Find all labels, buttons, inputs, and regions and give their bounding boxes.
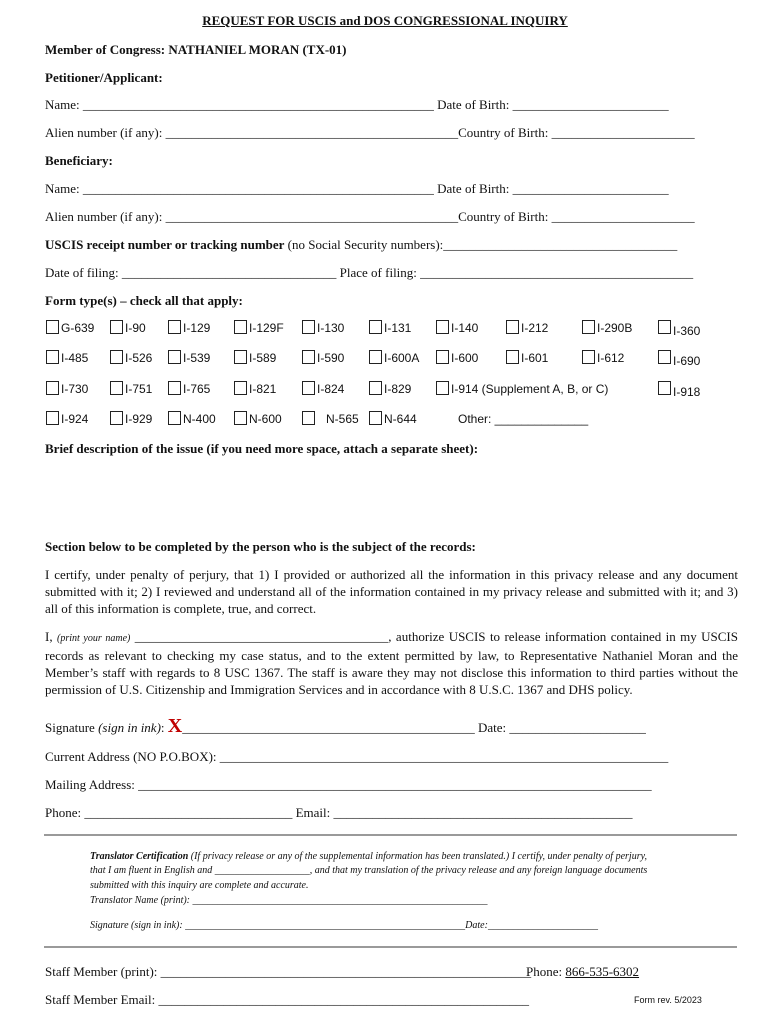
form-type-checkbox[interactable] <box>168 381 181 395</box>
form-type-checkbox[interactable] <box>110 381 123 395</box>
form-type-label: I-129 <box>183 321 211 335</box>
translator-cert-text: (If privacy release or any of the supplemental information has been translated.) I certify, under penalty of perjury, <box>188 851 647 862</box>
form-type-checkbox[interactable] <box>168 411 181 425</box>
form-type-label: I-730 <box>61 382 89 396</box>
form-type-label: I-590 <box>317 351 345 365</box>
phone-email-field[interactable]: Phone: ________________________________ Email: ______________________________________________ <box>45 805 633 820</box>
form-type-label: I-751 <box>125 382 153 396</box>
form-type-label: I-485 <box>61 351 89 365</box>
form-type-label: I-130 <box>317 321 345 335</box>
form-type-checkbox[interactable] <box>658 350 671 364</box>
form-type-label: I-212 <box>521 321 549 335</box>
form-types-heading: Form type(s) – check all that apply: <box>45 293 243 308</box>
beneficiary-heading: Beneficiary: <box>45 153 113 168</box>
form-type-label: I-821 <box>249 382 277 396</box>
sign-here-x-icon: X <box>167 715 183 737</box>
form-type-label: I-601 <box>521 351 549 365</box>
signature-colon: : <box>160 720 168 735</box>
form-type-checkbox[interactable] <box>110 320 123 334</box>
sign-in-ink-hint: (sign in ink) <box>98 720 161 735</box>
form-type-label: I-290B <box>597 321 633 335</box>
form-type-label: I-526 <box>125 351 153 365</box>
divider-top <box>44 834 737 836</box>
form-type-label: I-914 (Supplement A, B, or C) <box>451 382 609 396</box>
form-type-label: G-639 <box>61 321 95 335</box>
beneficiary-name-field[interactable]: Name: ______________________________________________________ Date of Birth: ________________________ <box>45 181 669 196</box>
form-type-checkbox[interactable] <box>582 350 595 364</box>
form-type-checkbox[interactable] <box>302 350 315 364</box>
form-type-label: I-924 <box>61 412 89 426</box>
staff-phone <box>526 965 639 978</box>
form-type-checkbox[interactable] <box>234 411 247 425</box>
form-type-checkbox[interactable] <box>436 320 449 334</box>
brief-description-area[interactable] <box>45 460 738 530</box>
translator-signature-field[interactable]: Signature (sign in ink): ________________________________________________________Date:______________________ <box>90 920 598 931</box>
receipt-number-field[interactable] <box>45 238 677 251</box>
petitioner-alien-field[interactable]: Alien number (if any): _____________________________________________Country of Birth: ______________________ <box>45 125 695 140</box>
form-type-label: N-644 <box>384 412 417 426</box>
page-title: REQUEST FOR USCIS and DOS CONGRESSIONAL INQUIRY <box>202 13 568 28</box>
form-type-label: I-690 <box>673 354 701 368</box>
petitioner-name-field[interactable]: Name: ______________________________________________________ Date of Birth: ________________________ <box>45 97 669 112</box>
form-type-label: N-600 <box>249 412 282 426</box>
form-type-label: I-600A <box>384 351 420 365</box>
form-type-checkbox[interactable] <box>369 350 382 364</box>
current-address-field[interactable]: Current Address (NO P.O.BOX): _____________________________________________________________________ <box>45 749 669 764</box>
form-type-label: I-140 <box>451 321 479 335</box>
form-type-checkbox[interactable] <box>302 381 315 395</box>
form-type-label: I-600 <box>451 351 479 365</box>
form-type-checkbox[interactable] <box>234 320 247 334</box>
translator-cert-line2: that I am fluent in English and ___________________, and that my translation of the privacy release and any foreign language documents <box>90 865 648 876</box>
staff-email-field[interactable]: Staff Member Email: _________________________________________________________ <box>45 992 529 1007</box>
form-type-checkbox[interactable] <box>234 381 247 395</box>
form-type-label: N-400 <box>183 412 216 426</box>
form-type-checkbox[interactable] <box>234 350 247 364</box>
petitioner-heading: Petitioner/Applicant: <box>45 70 163 85</box>
subject-section-heading: Section below to be completed by the person who is the subject of the records: <box>45 539 476 554</box>
form-type-checkbox[interactable] <box>168 350 181 364</box>
other-form-field[interactable]: Other: ______________ <box>458 412 589 426</box>
translator-name-field[interactable]: Translator Name (print): ___________________________________________________________ <box>90 895 488 906</box>
form-type-label: I-539 <box>183 351 211 365</box>
authorization-paragraph <box>45 628 738 698</box>
form-type-checkbox[interactable] <box>302 411 315 425</box>
receipt-label: USCIS receipt number or tracking number <box>45 237 285 252</box>
signature-label: Signature <box>45 720 99 735</box>
form-type-checkbox[interactable] <box>46 320 59 334</box>
staff-phone-label: Phone: <box>526 964 566 979</box>
form-type-label: I-360 <box>673 324 701 338</box>
form-type-checkbox[interactable] <box>168 320 181 334</box>
form-type-checkbox[interactable] <box>582 320 595 334</box>
receipt-rest: (no Social Security numbers):____________________________________ <box>284 237 678 252</box>
form-type-checkbox[interactable] <box>110 350 123 364</box>
form-type-label: I-131 <box>384 321 412 335</box>
form-type-label: I-129F <box>249 321 284 335</box>
certify-paragraph: I certify, under penalty of perjury, that 1) I provided or authorized all the information in this privacy release and any document submitted with it; 2) I reviewed and understand all of the information contained in my privacy release and submitted with it; and 3) all of this information is complete, true, and correct. <box>45 567 738 616</box>
staff-phone-value: 866-535-6302 <box>565 964 640 979</box>
form-type-checkbox[interactable] <box>436 381 449 395</box>
form-type-label: I-765 <box>183 382 211 396</box>
auth-text: _______________________________________, authorize USCIS to release information contained in my USCIS records as relevant to checking my case status, and to the extent permitted by law, to Representative Nathaniel Moran and the Member’s staff with regards to 8 USC 1367. The staff is aware they may not disclose this information to third parties without the permission of U.S. Citizenship and Immigration Services and in accordance with 8 U.S.C. 1367 and DHS policy. <box>45 629 738 697</box>
staff-member-field[interactable]: Staff Member (print): _________________________________________________________ <box>45 964 532 979</box>
form-type-label: N-565 <box>326 412 359 426</box>
form-type-checkbox[interactable] <box>506 320 519 334</box>
signature-field[interactable] <box>45 716 646 736</box>
auth-prefix: I, <box>45 629 57 644</box>
form-type-label: I-589 <box>249 351 277 365</box>
form-type-checkbox[interactable] <box>46 381 59 395</box>
brief-description-heading: Brief description of the issue (if you need more space, attach a separate sheet): <box>45 441 479 456</box>
form-type-checkbox[interactable] <box>658 320 671 334</box>
beneficiary-alien-field[interactable]: Alien number (if any): _____________________________________________Country of Birth: ______________________ <box>45 209 695 224</box>
print-your-name-hint: (print your name) <box>56 633 131 644</box>
form-type-checkbox[interactable] <box>302 320 315 334</box>
signature-line: _____________________________________________ Date: _____________________ <box>182 720 646 735</box>
member-of-congress: Member of Congress: NATHANIEL MORAN (TX-01) <box>45 42 347 57</box>
form-type-label: I-829 <box>384 382 412 396</box>
form-type-checkbox[interactable] <box>506 350 519 364</box>
translator-cert-line3: submitted with this inquiry are complete and accurate. <box>90 880 309 891</box>
form-type-checkbox[interactable] <box>369 320 382 334</box>
mailing-address-field[interactable]: Mailing Address: _______________________________________________________________________________ <box>45 777 652 792</box>
form-type-label: I-929 <box>125 412 153 426</box>
form-type-checkbox[interactable] <box>369 411 382 425</box>
form-type-label: I-90 <box>125 321 146 335</box>
form-type-checkbox[interactable] <box>110 411 123 425</box>
form-type-checkbox[interactable] <box>658 381 671 395</box>
form-type-checkbox[interactable] <box>46 350 59 364</box>
form-type-label: I-824 <box>317 382 345 396</box>
filing-field[interactable]: Date of filing: _________________________________ Place of filing: __________________________________________ <box>45 265 694 280</box>
form-revision: Form rev. 5/2023 <box>634 995 702 1005</box>
translator-cert-line1 <box>90 852 647 862</box>
form-type-label: I-918 <box>673 385 701 399</box>
form-type-checkbox[interactable] <box>436 350 449 364</box>
translator-cert-label: Translator Certification <box>90 851 189 862</box>
divider-bottom <box>44 946 737 948</box>
form-type-checkbox[interactable] <box>369 381 382 395</box>
form-type-checkbox[interactable] <box>46 411 59 425</box>
form-type-label: I-612 <box>597 351 625 365</box>
